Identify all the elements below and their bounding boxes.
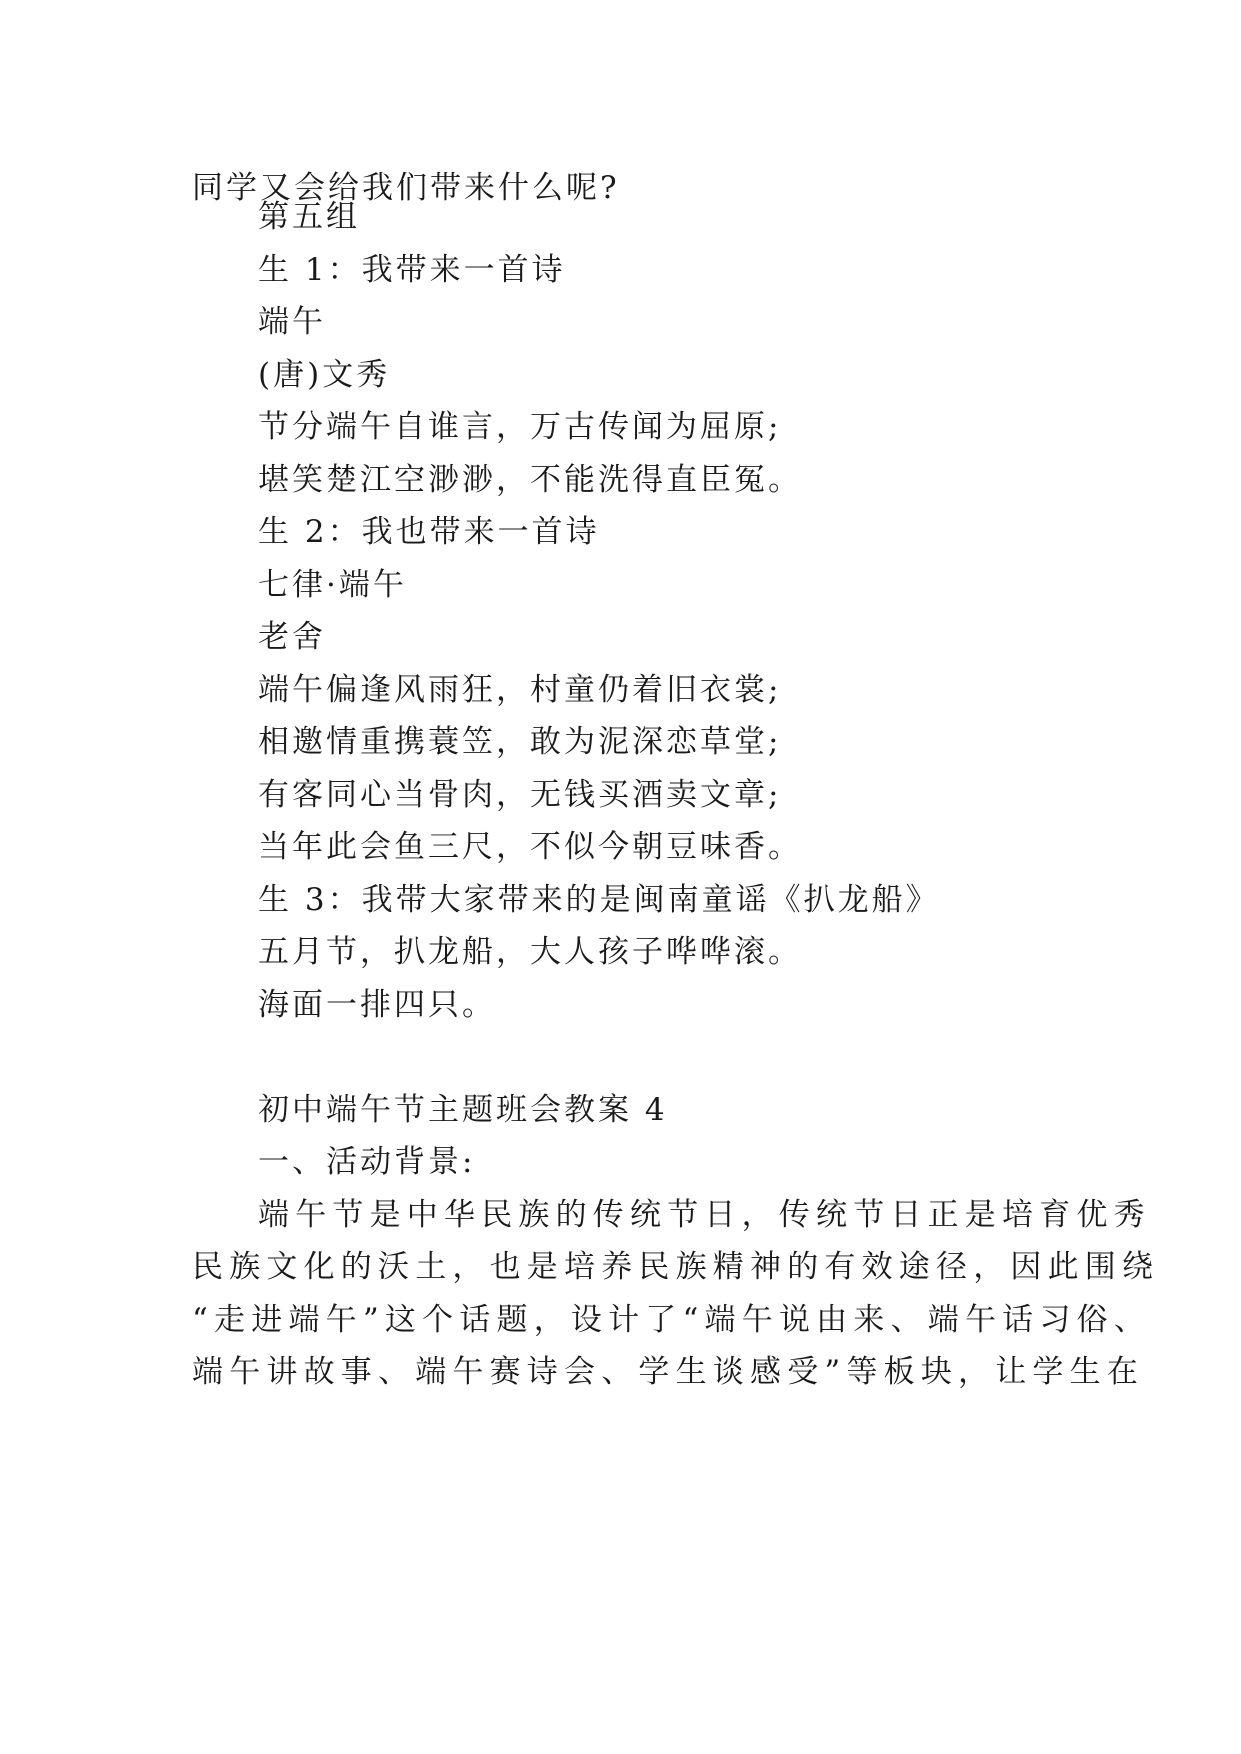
poem-author: (唐)文秀	[258, 357, 391, 393]
text-line: 生 1：我带来一首诗	[258, 252, 566, 288]
text-line: 同学又会给我们带来什么呢?	[192, 170, 620, 206]
text-line: 五月节，扒龙船，大人孩子哗哗滚。	[258, 934, 802, 970]
poem-line: 堪笑楚江空渺渺，不能洗得直臣冤。	[258, 462, 802, 498]
poem-title: 端午	[258, 304, 326, 340]
section-heading: 初中端午节主题班会教案 4	[258, 1092, 668, 1128]
text-line: 生 3：我带大家带来的是闽南童谣《扒龙船》	[258, 882, 940, 918]
poem-author: 老舍	[258, 619, 326, 655]
paragraph-line: 端午讲故事、端午赛诗会、学生谈感受”等板块，让学生在	[192, 1354, 1145, 1390]
text-line: 海面一排四只。	[258, 987, 496, 1023]
poem-line: 当年此会鱼三尺，不似今朝豆味香。	[258, 829, 802, 865]
subsection-heading: 一、活动背景:	[258, 1144, 476, 1180]
poem-title: 七律·端午	[258, 567, 407, 603]
poem-line: 端午偏逢风雨狂，村童仍着旧衣裳;	[258, 672, 782, 708]
paragraph-line: “走进端午”这个话题，设计了“端午说由来、端午话习俗、	[192, 1302, 1151, 1338]
poem-line: 节分端午自谁言，万古传闻为屈原;	[258, 409, 782, 445]
poem-line: 有客同心当骨肉，无钱买酒卖文章;	[258, 777, 782, 813]
paragraph-line: 端午节是中华民族的传统节日，传统节日正是培育优秀	[258, 1197, 1151, 1233]
text-line: 生 2：我也带来一首诗	[258, 514, 600, 550]
paragraph-line: 民族文化的沃土，也是培养民族精神的有效途径，因此围绕	[192, 1249, 1160, 1285]
section-label: 第五组	[258, 199, 360, 235]
poem-line: 相邀情重携蓑笠，敢为泥深恋草堂;	[258, 724, 782, 760]
